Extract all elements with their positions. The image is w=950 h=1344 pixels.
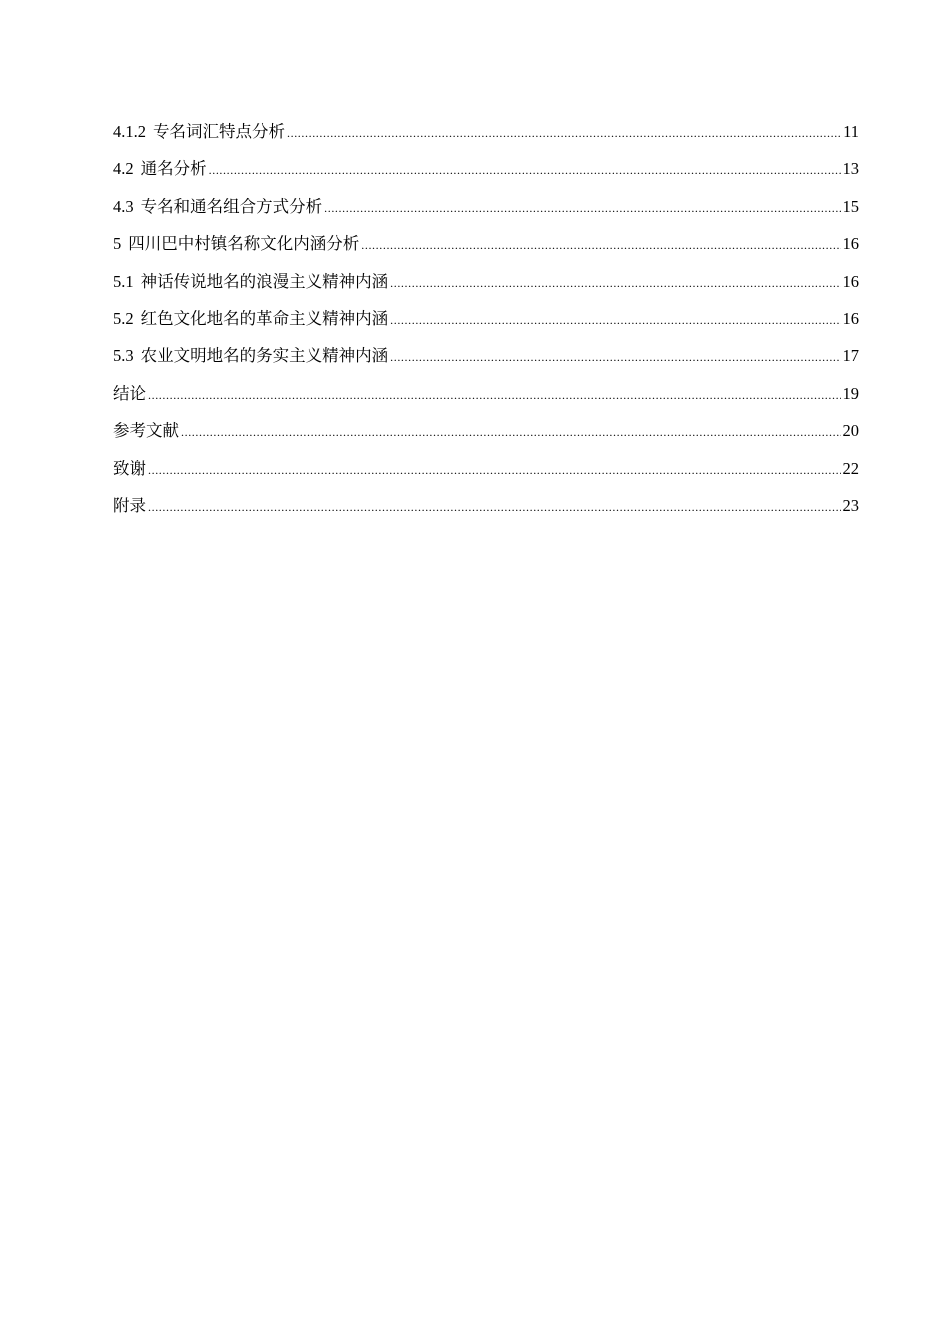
toc-entry-label: 四川巴中村镇名称文化内涵分析 bbox=[128, 234, 360, 254]
toc-entry-label: 农业文明地名的务实主义精神内涵 bbox=[140, 346, 389, 366]
toc-entry-label: 参考文献 bbox=[113, 421, 179, 441]
toc-entry-number: 5.2 bbox=[113, 308, 134, 328]
toc-entry-number: 5.3 bbox=[113, 346, 134, 366]
toc-entry[interactable] bbox=[113, 342, 859, 379]
toc-dot-leader bbox=[390, 269, 840, 297]
toc-entry[interactable] bbox=[113, 268, 859, 305]
toc-entry-title bbox=[113, 455, 148, 483]
toc-dot-leader bbox=[390, 306, 840, 334]
toc-entry[interactable] bbox=[113, 230, 859, 267]
toc-entry-label: 结论 bbox=[113, 383, 146, 403]
toc-dot-leader bbox=[209, 156, 841, 184]
toc-dot-leader bbox=[148, 381, 841, 409]
toc-entry-label: 专名词汇特点分析 bbox=[153, 122, 285, 141]
toc-entry-label: 专名和通名组合方式分析 bbox=[140, 196, 323, 216]
toc-entry-page: 16 bbox=[842, 234, 859, 254]
toc-entry-title bbox=[113, 380, 148, 408]
toc-entry-page: 16 bbox=[842, 271, 859, 291]
toc-dot-leader bbox=[148, 493, 841, 521]
toc-entry-page: 19 bbox=[842, 383, 859, 403]
toc-entry-page: 17 bbox=[842, 346, 859, 366]
toc-entry-page: 13 bbox=[842, 159, 859, 179]
toc-entry[interactable] bbox=[113, 305, 859, 342]
toc-entry-number: 5.1 bbox=[113, 271, 134, 291]
toc-entry-title bbox=[113, 155, 209, 183]
toc-entry-page: 16 bbox=[842, 308, 859, 328]
table-of-contents bbox=[113, 118, 859, 529]
toc-entry-page: 23 bbox=[842, 495, 859, 515]
toc-entry-page: 20 bbox=[842, 421, 859, 441]
toc-entry[interactable] bbox=[113, 155, 859, 192]
toc-entry[interactable] bbox=[113, 492, 859, 529]
toc-entry-number: 4.3 bbox=[113, 196, 134, 216]
toc-entry-label: 通名分析 bbox=[140, 159, 207, 179]
toc-entry[interactable] bbox=[113, 455, 859, 492]
toc-entry-title bbox=[113, 417, 181, 445]
toc-entry-page: 22 bbox=[842, 458, 859, 478]
toc-entry[interactable] bbox=[113, 118, 859, 155]
toc-entry[interactable] bbox=[113, 193, 859, 230]
toc-entry-title bbox=[113, 230, 361, 258]
toc-dot-leader bbox=[361, 231, 840, 259]
toc-entry[interactable] bbox=[113, 417, 859, 454]
toc-entry-page: 11 bbox=[843, 122, 859, 141]
toc-dot-leader bbox=[181, 418, 841, 446]
toc-entry-title bbox=[113, 305, 390, 333]
toc-entry[interactable] bbox=[113, 380, 859, 417]
toc-entry-number: 4.2 bbox=[113, 159, 134, 179]
toc-entry-title bbox=[113, 492, 148, 520]
toc-entry-label: 致谢 bbox=[113, 458, 146, 478]
toc-entry-label: 神话传说地名的浪漫主义精神内涵 bbox=[140, 271, 389, 291]
toc-dot-leader bbox=[148, 456, 841, 484]
toc-entry-title bbox=[113, 193, 324, 221]
toc-entry-label: 附录 bbox=[113, 495, 146, 515]
toc-entry-label: 红色文化地名的革命主义精神内涵 bbox=[140, 308, 389, 328]
toc-entry-number: 5 bbox=[113, 234, 122, 254]
toc-entry-number: 4.1.2 bbox=[113, 122, 146, 141]
toc-dot-leader bbox=[390, 343, 840, 371]
toc-entry-title bbox=[113, 268, 390, 296]
toc-entry-title bbox=[113, 118, 287, 146]
toc-entry-page: 15 bbox=[842, 196, 859, 216]
toc-dot-leader bbox=[324, 194, 840, 222]
toc-entry-title bbox=[113, 342, 390, 370]
toc-dot-leader bbox=[287, 119, 841, 147]
